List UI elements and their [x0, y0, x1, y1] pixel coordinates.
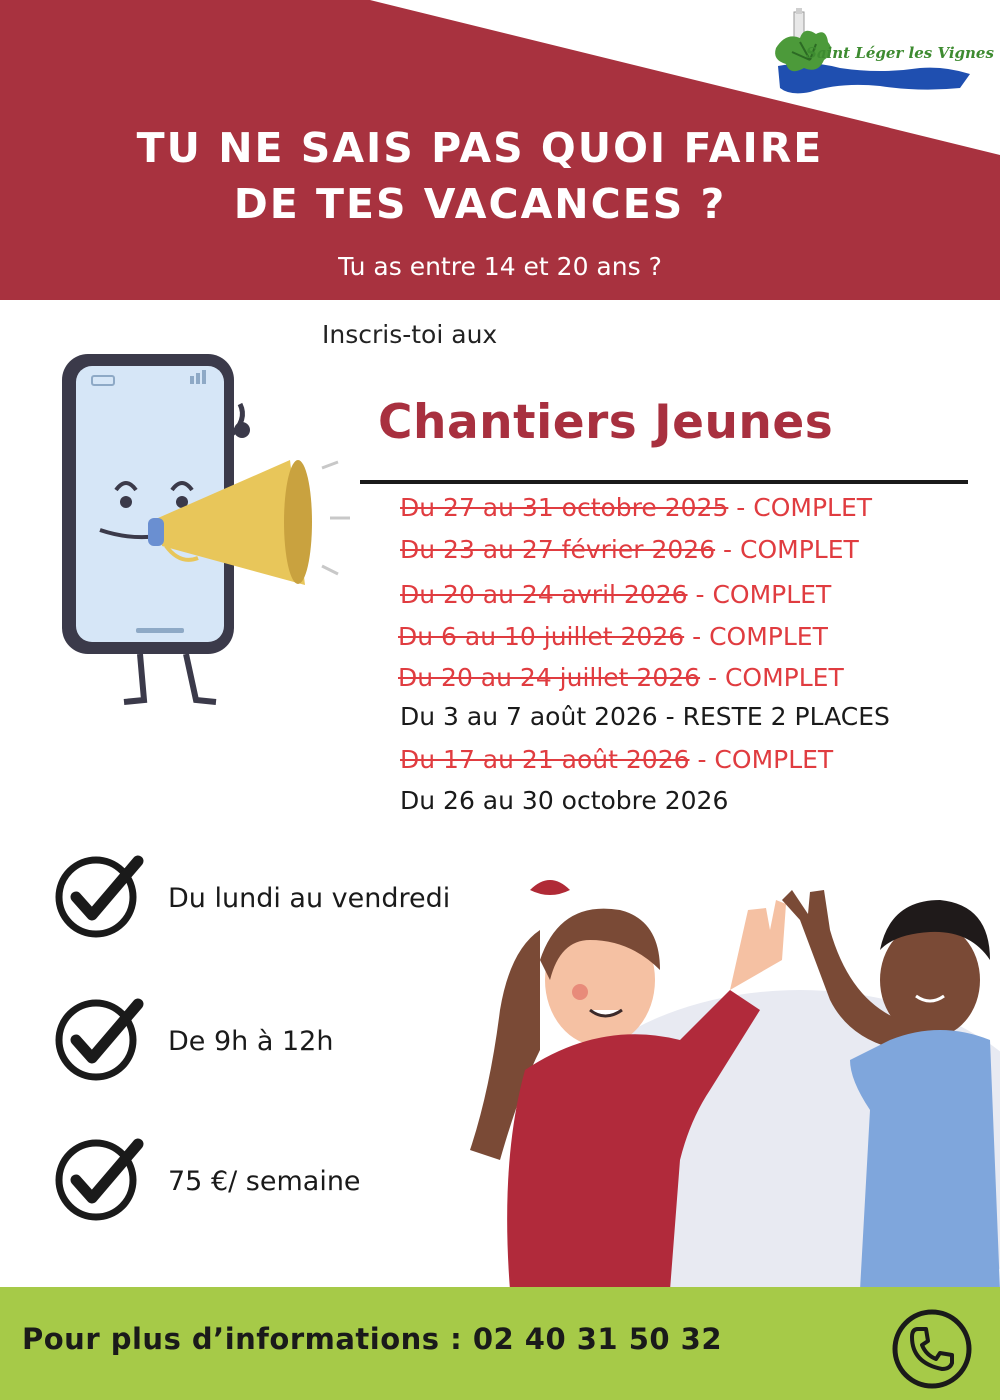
feature-text: Du lundi au vendredi [168, 883, 451, 914]
session-item [400, 535, 859, 564]
session-status: - COMPLET [700, 663, 844, 692]
session-date: Du 26 au 30 octobre 2026 [400, 786, 729, 815]
session-item [400, 745, 833, 774]
session-date: Du 23 au 27 février 2026 [400, 535, 716, 564]
heading-divider [360, 480, 968, 484]
contact-info: Pour plus d’informations : 02 40 31 50 32 [22, 1322, 723, 1356]
session-item [400, 493, 872, 522]
session-status: - COMPLET [728, 493, 873, 522]
session-date: Du 27 au 31 octobre 2025 [400, 493, 729, 522]
session-status: - RESTE 2 PLACES [657, 702, 890, 731]
session-status: - COMPLET [689, 745, 834, 774]
checkmark-circle-icon [52, 1130, 147, 1225]
age-subtitle: Tu as entre 14 et 20 ans ? [338, 252, 662, 281]
checkmark-circle-icon [52, 847, 147, 942]
session-item [400, 702, 890, 731]
session-date: Du 20 au 24 juillet 2026 [398, 663, 701, 692]
phone-icon[interactable] [890, 1307, 974, 1391]
phone-megaphone-illustration [40, 340, 360, 730]
session-item [400, 580, 831, 609]
session-status: - COMPLET [684, 622, 828, 651]
main-heading: Chantiers Jeunes [378, 395, 834, 450]
session-item [398, 622, 828, 651]
session-item [398, 663, 844, 692]
session-item [400, 786, 728, 815]
session-date: Du 20 au 24 avril 2026 [400, 580, 688, 609]
title-line-2: DE TES VACANCES ? [233, 180, 727, 228]
logo-text: Saint Léger les Vignes [806, 44, 994, 62]
feature-text: De 9h à 12h [168, 1026, 334, 1057]
checkmark-circle-icon [52, 990, 147, 1085]
session-date: Du 6 au 10 juillet 2026 [398, 622, 685, 651]
high-five-illustration [430, 860, 1000, 1290]
session-status: - COMPLET [687, 580, 832, 609]
title-line-1: TU NE SAIS PAS QUOI FAIRE [136, 124, 824, 172]
session-date: Du 17 au 21 août 2026 [400, 745, 690, 774]
session-status: - COMPLET [715, 535, 859, 564]
session-date: Du 3 au 7 août 2026 [400, 702, 658, 731]
intro-text: Inscris-toi aux [322, 320, 498, 349]
page-title [0, 120, 960, 232]
feature-text: 75 €/ semaine [168, 1166, 361, 1197]
